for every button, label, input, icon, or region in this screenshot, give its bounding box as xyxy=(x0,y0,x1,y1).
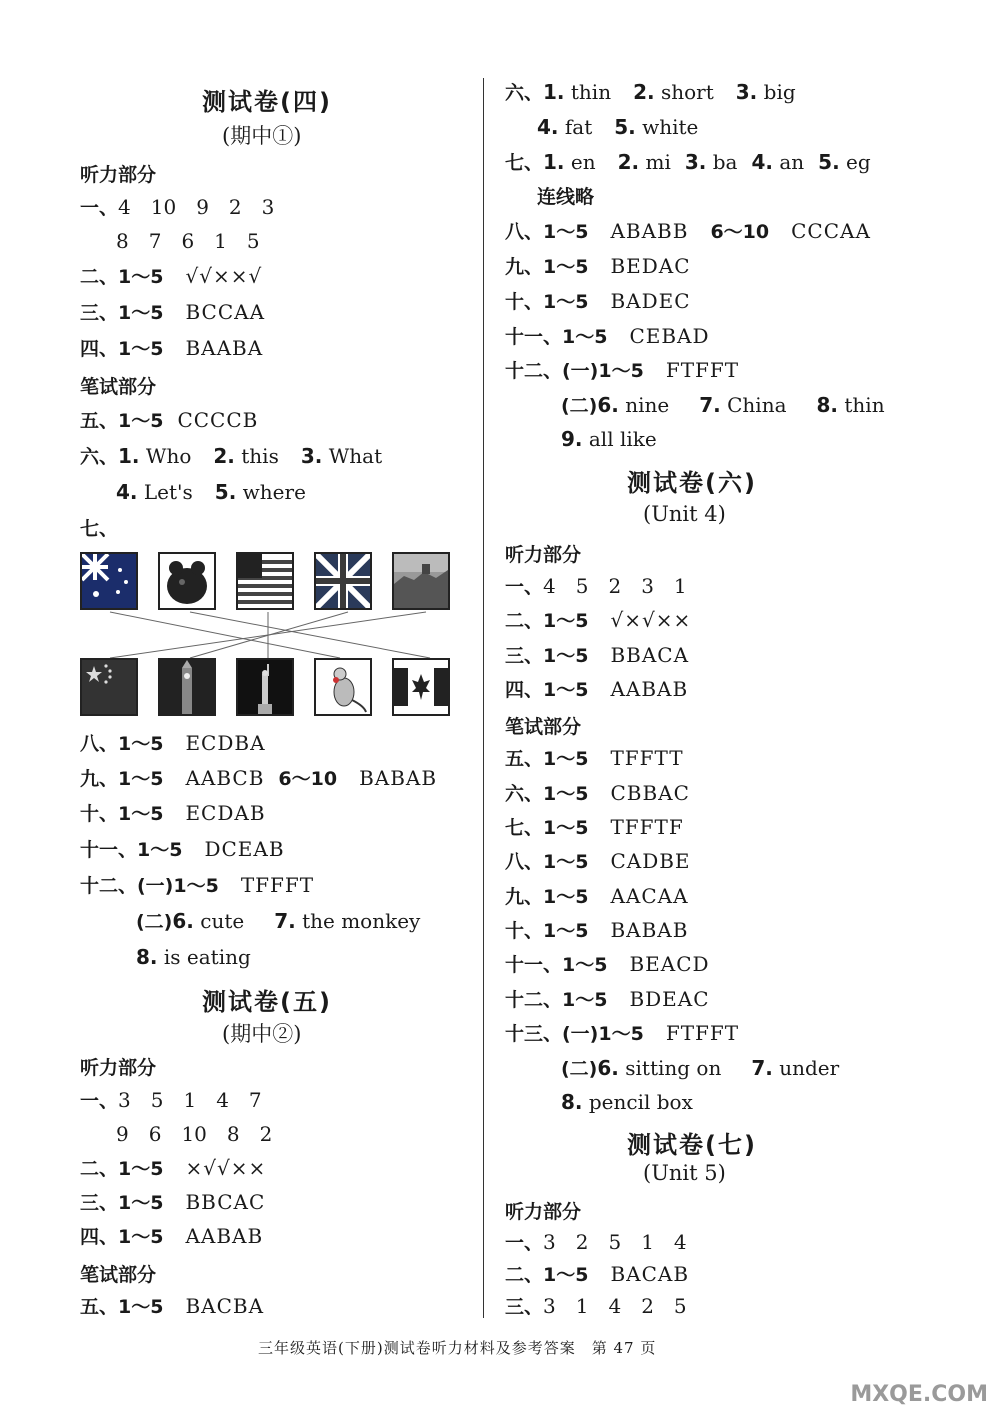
test-4-title: 测试卷(四) xyxy=(202,88,332,116)
answer-line: 一、3 2 5 1 4 xyxy=(505,1230,687,1254)
answer-line: 9. all like xyxy=(561,427,657,451)
answer-line: 六、1. thin 2. short 3. big xyxy=(505,80,796,104)
answer-line: 二、1～5 BACAB xyxy=(505,1262,690,1286)
test-7-title: 测试卷(七) xyxy=(627,1131,757,1159)
answer-line: 十、1～5 BADEC xyxy=(505,289,691,313)
answer-line: 八、1～5 ECDBA xyxy=(80,731,266,755)
great-wall-icon xyxy=(392,552,450,610)
answer-line: 8 7 6 1 5 xyxy=(116,229,260,253)
answer-line: (二)6. cute 7. the monkey xyxy=(136,909,421,933)
answer-line: 十二、(一)1～5 FTFFT xyxy=(505,358,740,382)
listening-heading: 听力部分 xyxy=(505,544,582,566)
answer-line: 八、1～5 CADBE xyxy=(505,849,691,873)
answer-line: 五、1～5 TFFTT xyxy=(505,746,684,770)
answer-line: 4. Let's 5. where xyxy=(116,480,306,504)
answer-line: (二)6. nine 7. China 8. thin xyxy=(561,393,885,417)
kangaroo-icon xyxy=(314,658,372,716)
test-6-title: 测试卷(六) xyxy=(627,469,757,497)
answer-line: 8. pencil box xyxy=(561,1090,693,1114)
answer-line: 二、1～5 √√××√ xyxy=(80,264,263,288)
australia-flag-icon xyxy=(80,552,138,610)
answer-line: 十一、1～5 CEBAD xyxy=(505,324,710,348)
matching-note: 连线略 xyxy=(537,186,595,208)
big-ben-icon xyxy=(158,658,216,716)
answer-line: 4. fat 5. white xyxy=(537,115,699,139)
answer-line: (二)6. sitting on 7. under xyxy=(561,1056,840,1080)
listening-heading: 听力部分 xyxy=(505,1201,582,1223)
answer-line: 九、1～5 AACAA xyxy=(505,884,689,908)
uk-flag-icon xyxy=(314,552,372,610)
listening-heading: 听力部分 xyxy=(80,1057,157,1079)
statue-of-liberty-icon xyxy=(236,658,294,716)
answer-line: 十、1～5 BABAB xyxy=(505,918,689,942)
test-5-subtitle: (期中②) xyxy=(222,1022,302,1046)
answer-line: 8. is eating xyxy=(136,945,251,969)
written-heading: 笔试部分 xyxy=(80,1264,157,1286)
answer-line: 十三、(一)1～5 FTFFT xyxy=(505,1021,740,1045)
answer-line: 四、1～5 AABAB xyxy=(80,1224,264,1248)
written-heading: 笔试部分 xyxy=(80,376,157,398)
answer-line: 二、1～5 √×√×× xyxy=(505,608,692,632)
answer-line: 六、1. Who 2. this 3. What xyxy=(80,444,383,468)
answer-line: 三、1～5 BBACA xyxy=(505,643,690,667)
answer-line: 二、1～5 ×√√×× xyxy=(80,1156,267,1180)
answer-line: 四、1～5 AABAB xyxy=(505,677,689,701)
answer-line: 七、 xyxy=(80,518,119,540)
answer-line: 十二、(一)1～5 TFFFT xyxy=(80,873,315,897)
answer-line: 一、4 10 9 2 3 xyxy=(80,195,275,219)
answer-line: 一、3 5 1 4 7 xyxy=(80,1088,262,1112)
answer-line: 六、1～5 CBBAC xyxy=(505,781,690,805)
answer-line: 十一、1～5 DCEAB xyxy=(80,837,285,861)
answer-line: 四、1～5 BAABA xyxy=(80,336,264,360)
answer-line: 十二、1～5 BDEAC xyxy=(505,987,710,1011)
answer-line: 三、1～5 BCCAA xyxy=(80,300,266,324)
answer-line: 十、1～5 ECDAB xyxy=(80,801,266,825)
answer-line: 九、1～5 BEDAC xyxy=(505,254,691,278)
column-divider xyxy=(483,78,484,1318)
answer-line: 八、1～5 ABABB 6～10 CCCAA xyxy=(505,219,871,243)
test-4-subtitle: (期中①) xyxy=(222,124,302,148)
matching-figure xyxy=(80,550,460,720)
test-5-title: 测试卷(五) xyxy=(202,988,332,1016)
written-heading: 笔试部分 xyxy=(505,716,582,738)
answer-line: 七、1～5 TFFTF xyxy=(505,815,684,839)
listening-heading: 听力部分 xyxy=(80,164,157,186)
answer-line: 三、3 1 4 2 5 xyxy=(505,1294,687,1318)
answer-line: 9 6 10 8 2 xyxy=(116,1122,273,1146)
canada-flag-icon xyxy=(392,658,450,716)
usa-flag-icon xyxy=(236,552,294,610)
answer-line: 一、4 5 2 3 1 xyxy=(505,574,687,598)
answer-line: 五、1～5 BACBA xyxy=(80,1294,265,1318)
page-footer: 三年级英语(下册)测试卷听力材料及参考答案 第 47 页 xyxy=(258,1339,657,1357)
panda-icon xyxy=(158,552,216,610)
test-6-subtitle: (Unit 4) xyxy=(643,502,726,526)
answer-line: 三、1～5 BBCAC xyxy=(80,1190,266,1214)
watermark: MXQE.COM xyxy=(850,1382,988,1407)
test-7-subtitle: (Unit 5) xyxy=(643,1161,726,1185)
answer-line: 五、1～5 CCCCB xyxy=(80,408,259,432)
china-flag-icon xyxy=(80,658,138,716)
answer-line: 十一、1～5 BEACD xyxy=(505,952,710,976)
answer-line: 七、1. en 2. mi 3. ba 4. an 5. eg xyxy=(505,150,871,174)
answer-line: 九、1～5 AABCB 6～10 BABAB xyxy=(80,766,438,790)
